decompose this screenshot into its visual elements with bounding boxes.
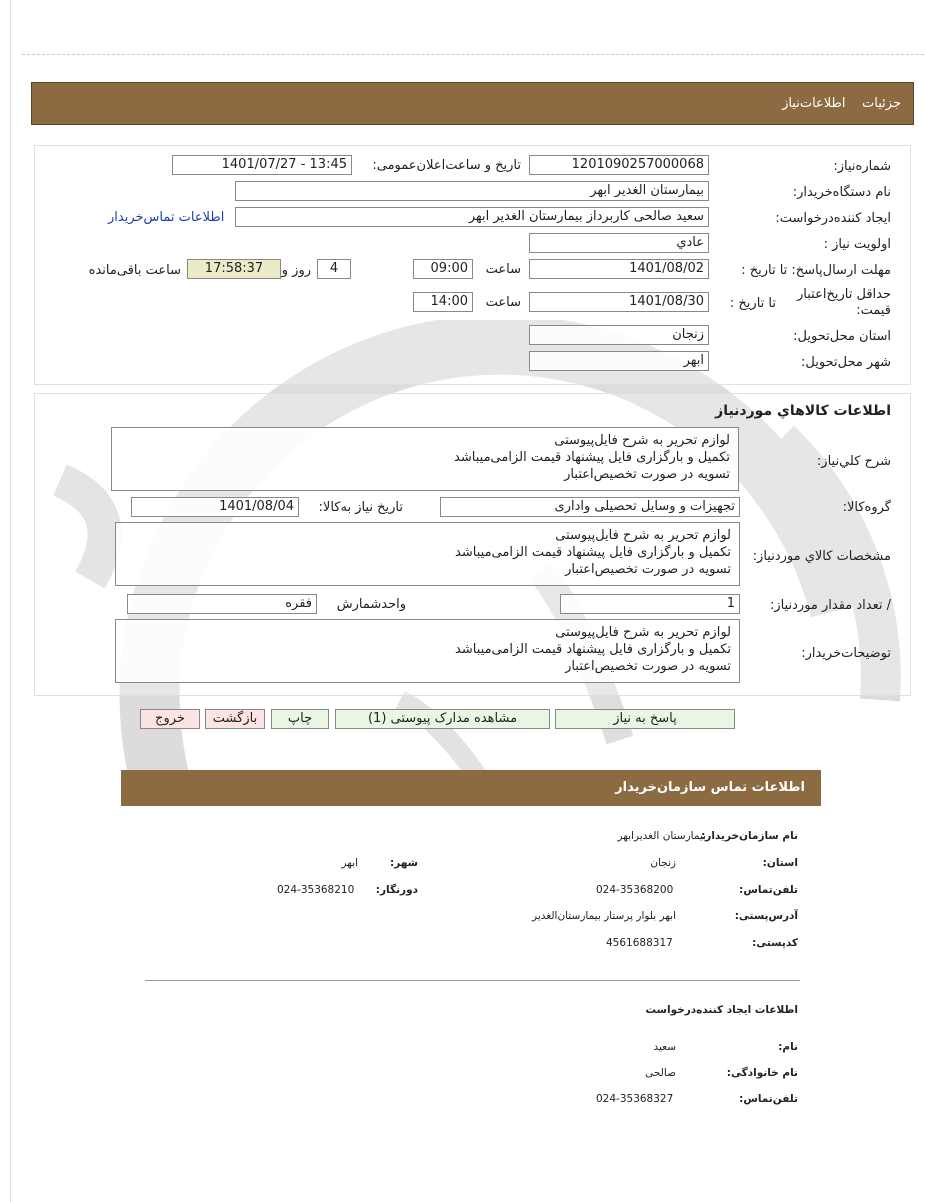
priority-field: عادي xyxy=(529,233,709,253)
contact-province-label: استان: xyxy=(762,857,798,869)
deadline-time-label: ساعت xyxy=(485,262,521,277)
city-field: ابهر xyxy=(529,351,709,371)
contact-header-band: اطلاعات تماس سازمان‌خریدار xyxy=(121,770,821,806)
general-desc-box: لوازم تحریر به شرح فایل‌پیوستی تکمیل و بارگزاری فایل پیشنهاد قیمت الزامی‌میباشد تسویه در صورت تخصیص‌اعتبار xyxy=(111,427,739,491)
contact-city-value: ابهر xyxy=(341,857,358,869)
contact-city-label: شهر: xyxy=(390,857,418,869)
contact-org-label: نام سازمان‌خریدار: xyxy=(701,830,798,842)
remaining-time-field: 17:58:37 xyxy=(187,259,281,279)
contact-phone-value: 024-35368200 xyxy=(596,884,674,896)
tab-details[interactable]: جزئیات xyxy=(862,96,901,111)
top-divider xyxy=(22,54,924,55)
need-number-field: 1201090257000068 xyxy=(529,155,709,175)
min-validity-label: حداقل تاریخ‌اعتبار قیمت: xyxy=(797,287,891,318)
tabs-header xyxy=(31,82,914,125)
page-left-border xyxy=(10,0,11,1202)
province-field: زنجان xyxy=(529,325,709,345)
buyer-notes-box: لوازم تحریر به شرح فایل‌پیوستی تکمیل و بارگزاری فایل پیشنهاد قیمت الزامی‌میباشد تسویه در صورت تخصیص‌اعتبار xyxy=(115,619,740,683)
deadline-label: مهلت ارسال‌پاسخ: تا تاریخ : xyxy=(741,263,891,278)
validity-time-field: 14:00 xyxy=(413,292,473,312)
contact-divider xyxy=(145,980,800,981)
goods-specs-label: مشخصات کالاي مورد‌نیاز: xyxy=(752,549,891,564)
exit-button[interactable]: خروج xyxy=(140,709,200,729)
announce-label: تاریخ و ساعت‌اعلان‌عمومی: xyxy=(372,158,521,173)
days-remaining-field: 4 xyxy=(317,259,351,279)
back-button[interactable]: بازگشت xyxy=(205,709,265,729)
creator-phone-value: 024-35368327 xyxy=(596,1093,674,1105)
contact-address-value: ابهر بلوار پرستار بیمارستان‌الغدیر xyxy=(532,910,676,922)
creator-family-label: نام خانوادگی: xyxy=(726,1067,798,1079)
buyer-org-label: نام دستگاه‌خریدار: xyxy=(792,185,891,200)
general-desc-label: شرح کلي‌نیاز: xyxy=(816,454,891,469)
quantity-label: / تعداد مقدار مورد‌نیاز: xyxy=(769,598,891,613)
buyer-notes-label: توضیحات‌خریدار: xyxy=(801,646,891,661)
deadline-time-field: 09:00 xyxy=(413,259,473,279)
contact-fax-label: دورنگار: xyxy=(375,884,418,896)
creator-info-title: اطلاعات ایجاد کننده‌درخواست xyxy=(645,1004,798,1016)
contact-org-value: بیمارستان الغدیرابهر xyxy=(617,830,706,842)
contact-province-value: زنجان xyxy=(650,857,676,869)
contact-fax-value: 024-35368210 xyxy=(277,884,355,896)
remaining-time-label: ساعت باقی‌مانده xyxy=(88,263,181,278)
goods-group-label: گروه‌کالا: xyxy=(842,500,891,515)
validity-date-field: 1401/08/30 xyxy=(529,292,709,312)
deadline-date-field: 1401/08/02 xyxy=(529,259,709,279)
need-date-label: تاریخ نیاز به‌کالا: xyxy=(318,500,403,515)
unit-field: فقره xyxy=(127,594,317,614)
print-button[interactable]: چاپ xyxy=(271,709,329,729)
view-documents-button[interactable]: مشاهده مدارک پیوستی (1) xyxy=(335,709,550,729)
contact-phone-label: تلفن‌تماس: xyxy=(739,884,798,896)
tab-need-info[interactable]: اطلاعات‌نیاز xyxy=(782,96,846,111)
respond-button[interactable]: پاسخ به نیاز xyxy=(555,709,735,729)
buyer-contact-link[interactable]: اطلاعات تماس‌خریدار xyxy=(108,210,225,225)
creator-field: سعید صالحی کاربرداز بیمارستان الغدیر ابهر xyxy=(235,207,709,227)
announce-date-field: 1401/07/27 - 13:45 xyxy=(172,155,352,175)
creator-label: ایجاد کننده‌درخواست: xyxy=(775,211,891,226)
creator-phone-label: تلفن‌تماس: xyxy=(739,1093,798,1105)
need-date-field: 1401/08/04 xyxy=(131,497,299,517)
quantity-field: 1 xyxy=(560,594,740,614)
goods-group-field: تجهیزات و وسایل تحصیلی واداری xyxy=(440,497,740,517)
creator-name-label: نام: xyxy=(778,1041,798,1053)
unit-label: واحد‌شمارش xyxy=(336,597,406,612)
goods-section-title: اطلاعات کالاهاي موردنیاز xyxy=(715,403,891,419)
goods-specs-box: لوازم تحریر به شرح فایل‌پیوستی تکمیل و بارگزاری فایل پیشنهاد قیمت الزامی‌میباشد تسویه در صورت تخصیص‌اعتبار xyxy=(115,522,740,586)
buyer-org-field: بیمارستان الغدیر ابهر xyxy=(235,181,709,201)
contact-address-label: آدرس‌پستی: xyxy=(734,910,798,922)
province-label: استان محل‌تحویل: xyxy=(793,329,891,344)
need-number-label: شماره‌نیاز: xyxy=(833,159,891,174)
contact-postal-label: کد‌پستی: xyxy=(752,937,798,949)
contact-postal-value: 4561688317 xyxy=(606,937,673,949)
validity-time-label: ساعت xyxy=(485,295,521,310)
validity-to-label: تا تاریخ : xyxy=(729,296,776,311)
priority-label: اولویت نیاز : xyxy=(823,237,891,252)
creator-name-value: سعید xyxy=(653,1041,676,1053)
creator-family-value: صالحی xyxy=(645,1067,676,1079)
days-label: روز و xyxy=(281,263,311,278)
city-label: شهر محل‌تحویل: xyxy=(801,355,891,370)
